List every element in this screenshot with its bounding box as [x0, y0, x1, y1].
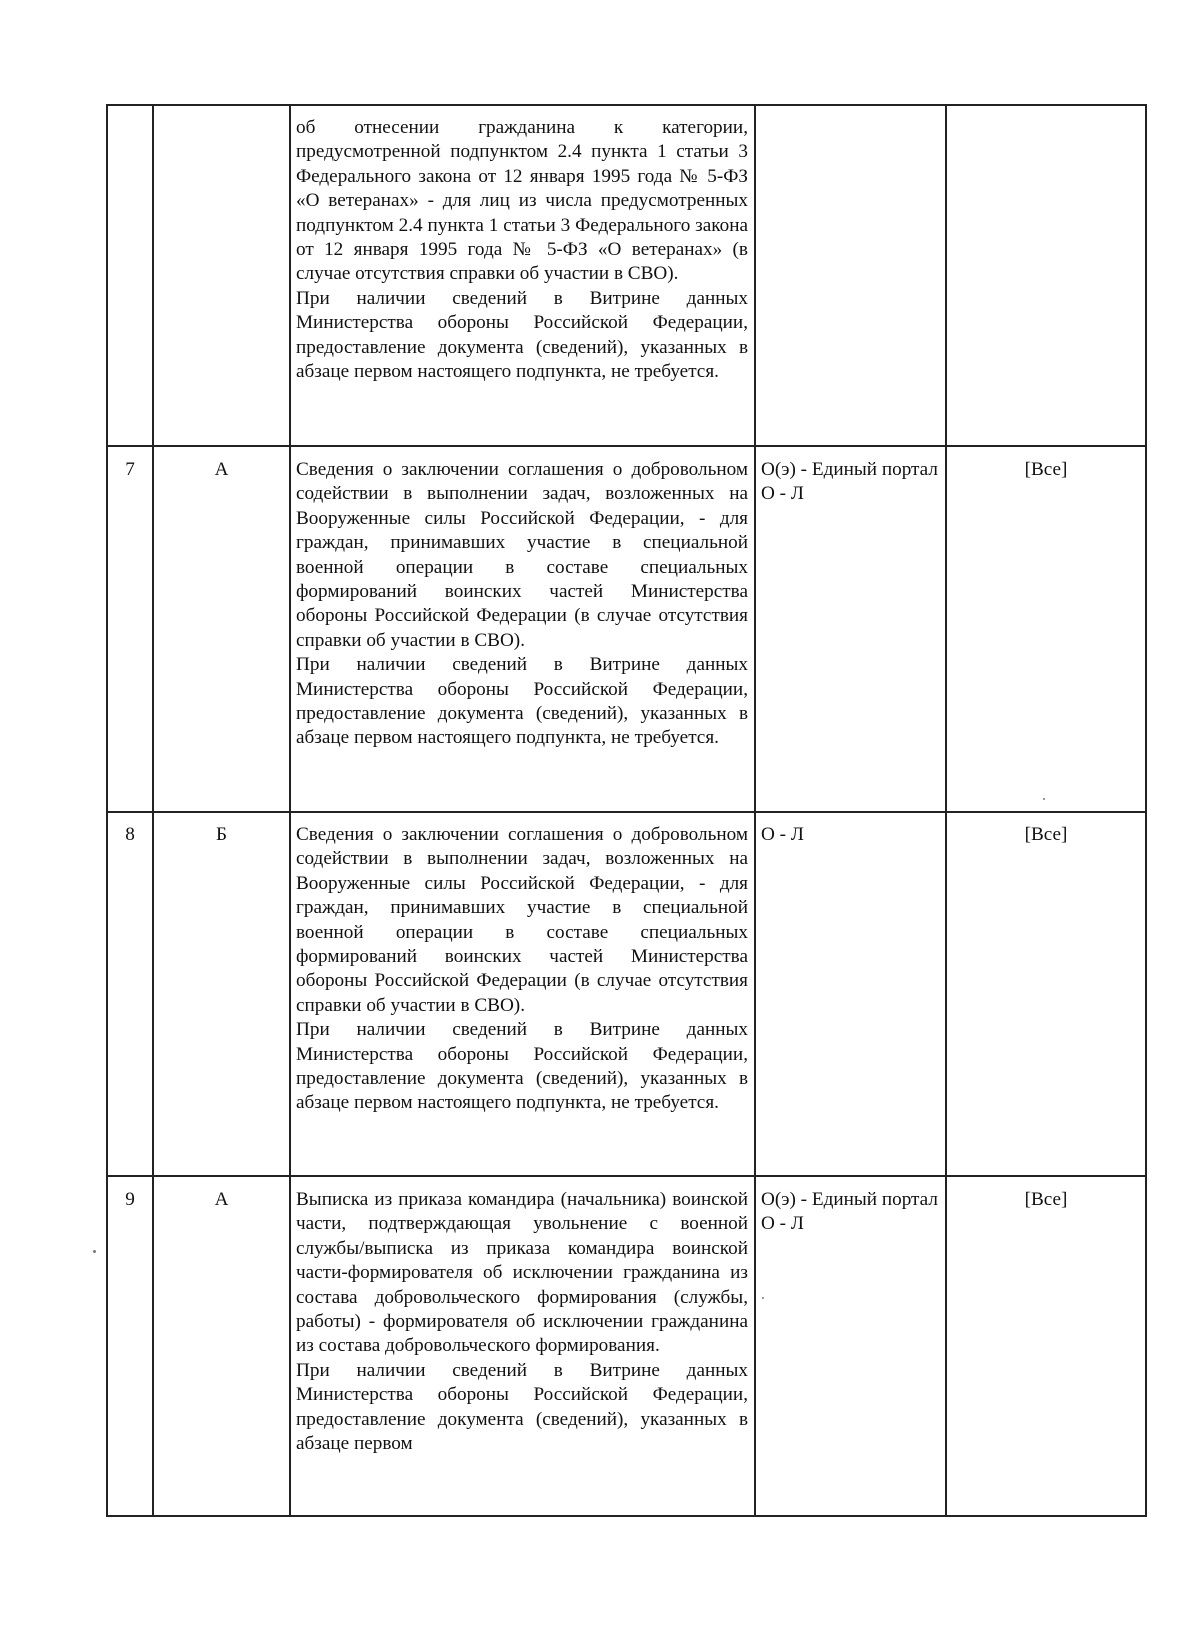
description-paragraph: об отнесении гражданина к категории, предусмотренной подпунктом 2.4 пункта 1 статьи 3 Федерального закона от 12 января 1995 года № 5-ФЗ «О ветеранах» - для лиц из числа предусмотренных подпунктом 2.4 пункта 1 статьи 3 Федерального закона от 12 января 1995 года № 5-ФЗ «О ветеранах» (в случае отсутствия справки об участии в СВО).: [296, 117, 748, 285]
document-description: [296, 1188, 748, 1456]
method-line: О(э) - Единый портал: [761, 1189, 938, 1210]
method-line: О - Л: [761, 824, 804, 845]
method-line: О - Л: [761, 483, 804, 505]
row-code: А: [214, 459, 229, 480]
submission-method: [761, 458, 939, 507]
table-border-top: [106, 104, 1147, 106]
description-paragraph: При наличии сведений в Витрине данных Министерства обороны Российской Федерации, предоставление документа (сведений), указанных в абзаце первом настоящего подпункта, не требуется.: [296, 1019, 748, 1114]
row-number: 9: [125, 1189, 135, 1210]
scan-speck: [1043, 798, 1045, 800]
applicability-value: [Все]: [1024, 1189, 1068, 1210]
document-description: [296, 116, 748, 384]
row-code: А: [214, 1189, 229, 1210]
row-code: Б: [215, 824, 228, 845]
method-line: О(э) - Единый портал: [761, 459, 938, 480]
row-divider: [106, 1175, 1147, 1177]
row-number: 8: [125, 824, 135, 845]
method-line: О - Л: [761, 1213, 804, 1235]
document-description: [296, 458, 748, 751]
description-paragraph: Сведения о заключении соглашения о добровольном содействии в выполнении задач, возложенных на Вооруженные силы Российской Федерации, - для граждан, принимавших участие в специальной военной операции в составе специальных формирований воинских частей Министерства обороны Российской Федерации (в случае отсутствия справки об участии в СВО).: [296, 824, 748, 1016]
description-paragraph: При наличии сведений в Витрине данных Министерства обороны Российской Федерации, предоставление документа (сведений), указанных в абзаце первом: [296, 1359, 748, 1455]
description-paragraph: Сведения о заключении соглашения о добровольном содействии в выполнении задач, возложенных на Вооруженные силы Российской Федерации, - для граждан, принимавших участие в специальной военной операции в составе специальных формирований воинских частей Министерства обороны Российской Федерации (в случае отсутствия справки об участии в СВО).: [296, 459, 748, 651]
description-paragraph: При наличии сведений в Витрине данных Министерства обороны Российской Федерации, предоставление документа (сведений), указанных в абзаце первом настоящего подпункта, не требуется.: [296, 654, 748, 749]
row-number: 7: [125, 459, 135, 480]
description-paragraph: Выписка из приказа командира (начальника) воинской части, подтверждающая увольнение с военной службы/выписка из приказа командира воинской части-формирователя об исключении гражданина из состава добровольческого формирования (службы, работы) - формирователя об исключении гражданина из состава добровольческого формирования.: [296, 1189, 748, 1357]
submission-method: [761, 1188, 939, 1237]
description-paragraph: При наличии сведений в Витрине данных Министерства обороны Российской Федерации, предоставление документа (сведений), указанных в абзаце первом настоящего подпункта, не требуется.: [296, 287, 748, 383]
applicability-value: [Все]: [1024, 459, 1068, 480]
row-divider: [106, 445, 1147, 447]
submission-method: [761, 823, 939, 847]
scan-speck: [762, 1297, 764, 1299]
document-description: [296, 823, 748, 1116]
scan-speck: [93, 1250, 96, 1253]
row-divider: [106, 811, 1147, 813]
table-border-bottom: [106, 1515, 1147, 1517]
applicability-value: [Все]: [1024, 824, 1068, 845]
